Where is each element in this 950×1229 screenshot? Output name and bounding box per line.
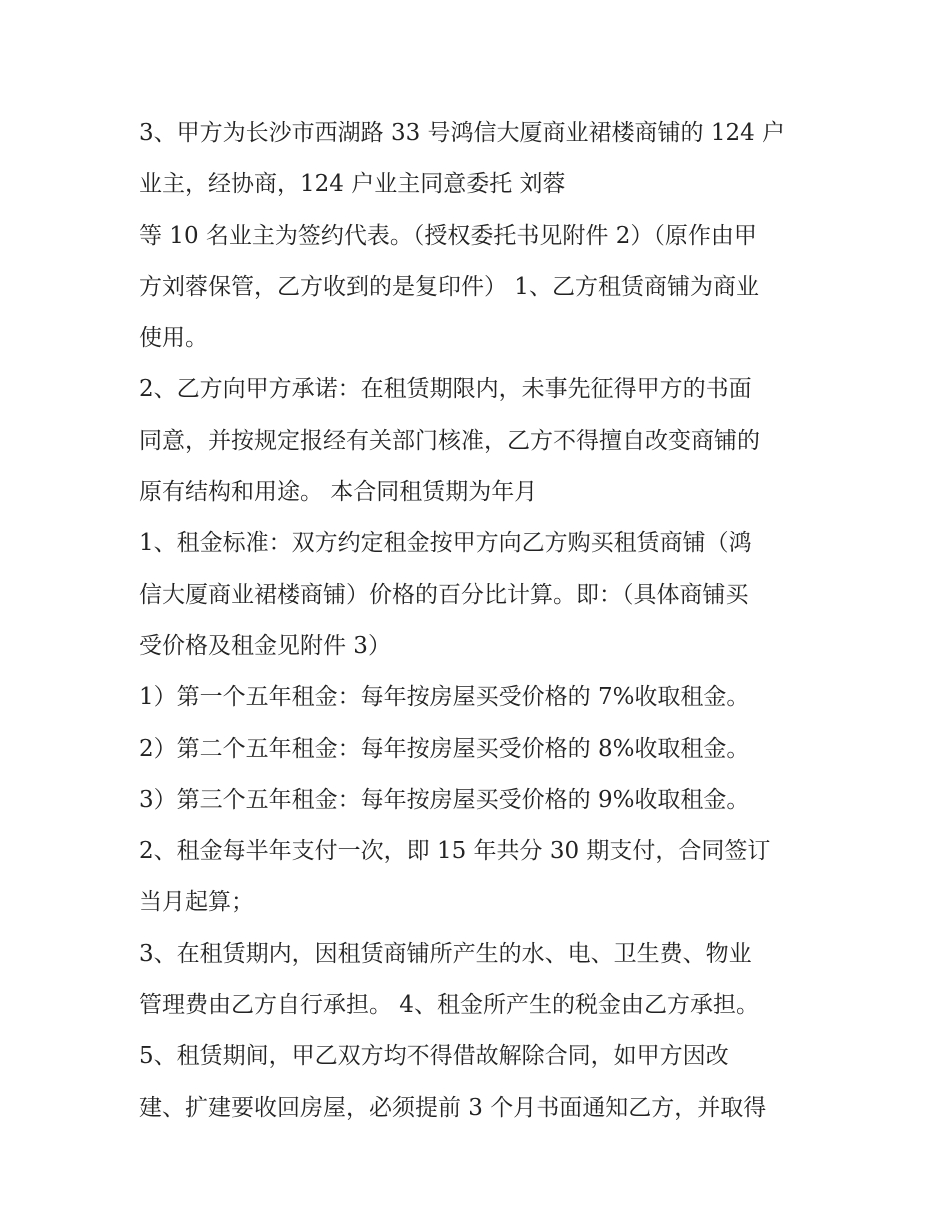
text-line: 受价格及租金见附件 3） xyxy=(139,632,391,659)
text-line: 业主，经协商，124 户业主同意委托 刘蓉 xyxy=(139,171,566,198)
text-line: 等 10 名业主为签约代表。（授权委托书见附件 2）（原作由甲 xyxy=(139,222,757,249)
text-line: 3、在租赁期内，因租赁商铺所产生的水、电、卫生费、物业 xyxy=(139,940,752,967)
text-line: 5、租赁期间，甲乙双方均不得借故解除合同，如甲方因改 xyxy=(139,1043,729,1070)
text-line: 同意，并按规定报经有关部门核准，乙方不得擅自改变商铺的 xyxy=(139,427,760,454)
text-line: 使用。 xyxy=(139,325,208,352)
text-line: 方刘蓉保管，乙方收到的是复印件） 1、乙方租赁商铺为商业 xyxy=(139,273,759,300)
text-line: 当月起算； xyxy=(139,889,254,916)
text-line: 3、甲方为长沙市西湖路 33 号鸿信大厦商业裙楼商铺的 124 户 xyxy=(139,120,786,146)
text-line: 信大厦商业裙楼商铺）价格的百分比计算。即：（具体商铺买 xyxy=(139,581,749,608)
document-body xyxy=(139,108,819,1134)
text-line: 2、租金每半年支付一次，即 15 年共分 30 期支付，合同签订 xyxy=(139,838,771,865)
text-line: 2）第二个五年租金：每年按房屋买受价格的 8%收取租金。 xyxy=(139,735,750,762)
text-line: 2、乙方向甲方承诺：在租赁期限内，未事先征得甲方的书面 xyxy=(139,376,752,403)
text-line: 原有结构和用途。 本合同租赁期为年月 xyxy=(139,479,538,506)
text-line: 建、扩建要收回房屋，必须提前 3 个月书面通知乙方，并取得 xyxy=(139,1094,767,1121)
text-line: 管理费由乙方自行承担。 4、租金所产生的税金由乙方承担。 xyxy=(139,992,759,1019)
text-line: 3）第三个五年租金：每年按房屋买受价格的 9%收取租金。 xyxy=(139,786,750,813)
text-line: 1）第一个五年租金：每年按房屋买受价格的 7%收取租金。 xyxy=(139,684,750,711)
text-line: 1、租金标准：双方约定租金按甲方向乙方购买租赁商铺（鸿 xyxy=(139,530,752,557)
